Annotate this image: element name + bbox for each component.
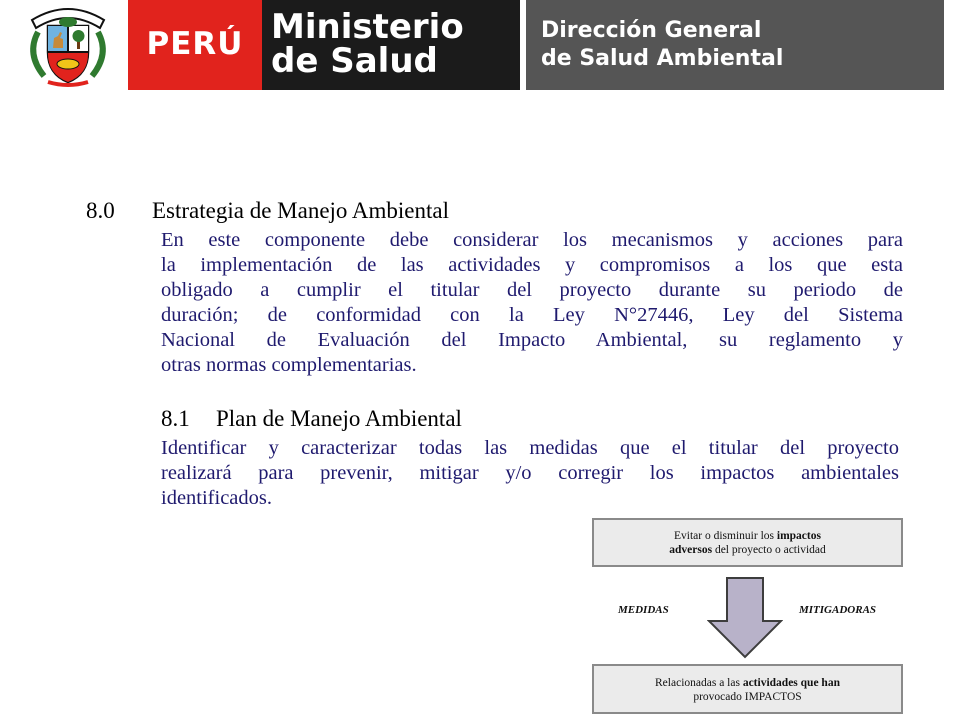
- section-8-0-heading: [86, 198, 449, 224]
- down-arrow-icon: [707, 577, 783, 659]
- section-8-1-paragraph: [161, 436, 899, 511]
- paragraph-line: duración; de conformidad con la Ley N°27446, Ley del Sistema: [161, 304, 903, 326]
- directorate-brand-block: [526, 0, 944, 90]
- paragraph-line: identificados.: [161, 487, 273, 509]
- diagram-activities-box: [592, 664, 903, 714]
- country-name: PERÚ: [146, 26, 244, 62]
- diagram-label-left: MEDIDAS: [618, 604, 669, 616]
- paragraph-line: Identificar y caracterizar todas las medidas que el titular del proyecto: [161, 437, 899, 459]
- diagram-goal-box: [592, 518, 903, 567]
- paragraph-line: obligado a cumplir el titular del proyecto durante su periodo de: [161, 279, 903, 301]
- activities-text-part1: Relacionadas a las: [655, 677, 743, 689]
- section-8-0-paragraph: [161, 228, 903, 378]
- activities-text-part2: provocado IMPACTOS: [693, 691, 802, 703]
- national-coat-of-arms-icon: [18, 2, 118, 90]
- paragraph-line: Nacional de Evaluación del Impacto Ambiental, su reglamento y: [161, 329, 903, 351]
- paragraph-line: realizará para prevenir, mitigar y/o corregir los impactos ambientales: [161, 462, 899, 484]
- activities-text-bold1: actividades que han: [742, 677, 840, 689]
- diagram-label-right: MITIGADORAS: [799, 604, 877, 616]
- paragraph-line: En este componente debe considerar los mecanismos y acciones para: [161, 229, 903, 251]
- paragraph-line: otras normas complementarias.: [161, 354, 417, 376]
- section-number: 8.1: [161, 406, 190, 431]
- ministry-brand-block: [262, 0, 520, 90]
- directorate-name-line1: Dirección General: [541, 18, 762, 43]
- header-banner: [0, 0, 960, 92]
- goal-text-bold1: impactos: [776, 530, 821, 542]
- section-number: 8.0: [86, 198, 115, 223]
- directorate-name-line2: de Salud Ambiental: [541, 46, 784, 71]
- peru-brand-block: [128, 0, 262, 90]
- goal-text-bold2: adversos: [669, 544, 713, 556]
- section-title: Estrategia de Manejo Ambiental: [152, 198, 449, 223]
- paragraph-line: la implementación de las actividades y compromisos a los que esta: [161, 254, 903, 276]
- ministry-name-line2: de Salud: [271, 41, 438, 81]
- goal-text-part1: Evitar o disminuir los: [674, 530, 777, 542]
- goal-text-part2: del proyecto o actividad: [712, 544, 826, 556]
- section-title: Plan de Manejo Ambiental: [216, 406, 462, 431]
- ministry-name-line1: Ministerio: [271, 7, 464, 47]
- section-8-1-heading: [161, 406, 462, 432]
